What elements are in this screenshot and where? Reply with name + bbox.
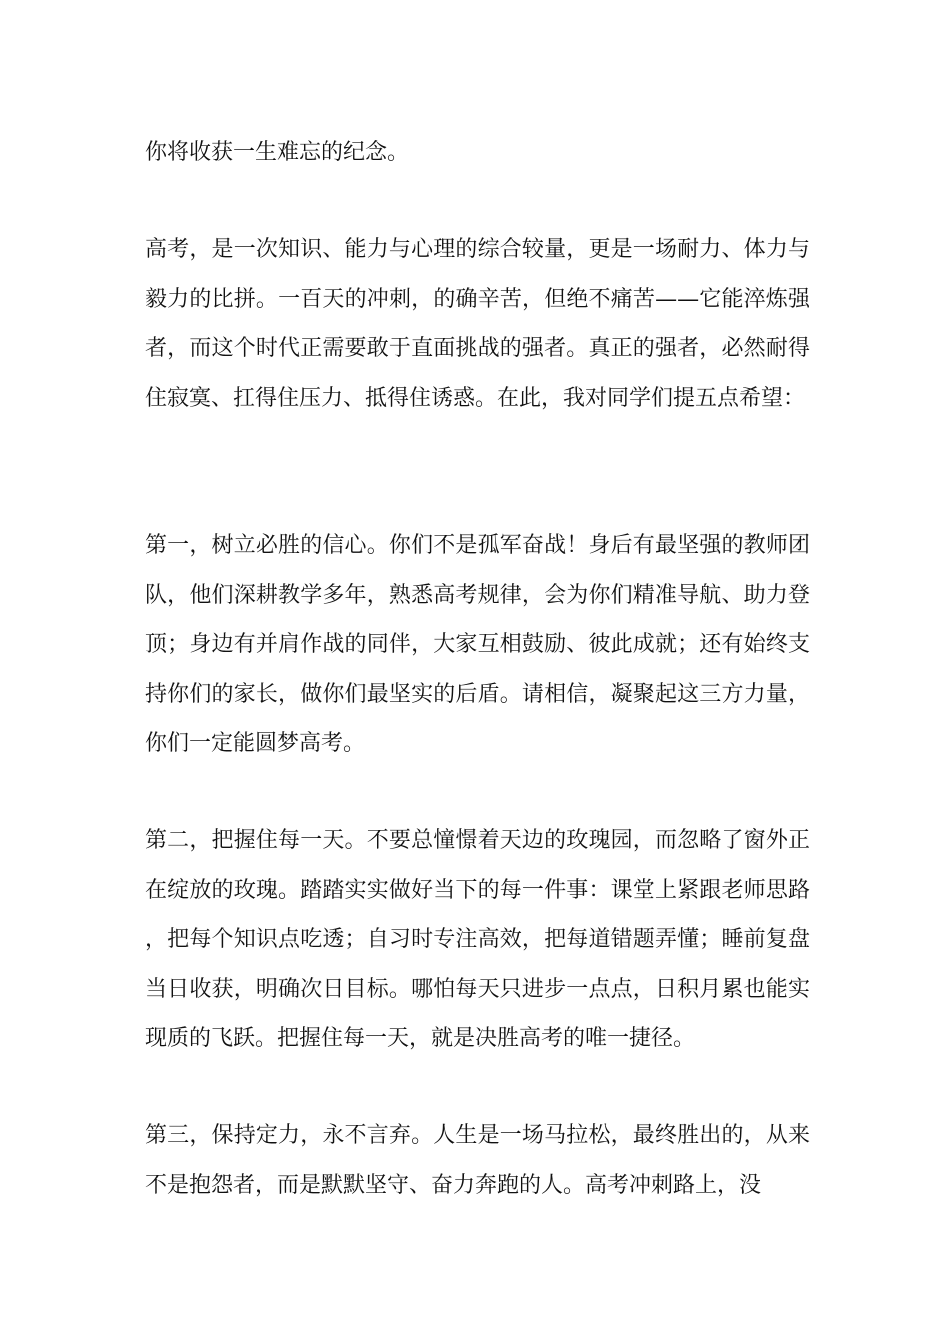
paragraph-point-two: 第二，把握住每一天。不要总憧憬着天边的玫瑰园，而忽略了窗外正在绽放的玫瑰。踏踏实实做好当下的每一件事：课堂上紧跟老师思路，把每个知识点吃透；自习时专注高效，把每道错题弄懂；睡前复盘当日收获，明确次日目标。哪怕每天只进步一点点，日积月累也能实现质的飞跃。把握住每一天，就是决胜高考的唯一捷径。	[145, 828, 810, 1051]
paragraph-point-one: 第一，树立必胜的信心。你们不是孤军奋战！身后有最坚强的教师团队，他们深耕教学多年，熟悉高考规律，会为你们精准导航、助力登顶；身边有并肩作战的同伴，大家互相鼓励、彼此成就；还有始终支持你们的家长，做你们最坚实的后盾。请相信，凝聚起这三方力量，你们一定能圆梦高考。	[145, 533, 810, 756]
paragraph-intro: 高考，是一次知识、能力与心理的综合较量，更是一场耐力、体力与毅力的比拼。一百天的冲刺，的确辛苦，但绝不痛苦——它能淬炼强者，而这个时代正需要敢于直面挑战的强者。真正的强者，必然耐得住寂寞、扛得住压力、抵得住诱惑。在此，我对同学们提五点希望：	[145, 237, 810, 411]
paragraph-point-three: 第三，保持定力，永不言弃。人生是一场马拉松，最终胜出的，从来不是抱怨者，而是默默坚守、奋力奔跑的人。高考冲刺路上，没	[145, 1123, 810, 1198]
paragraph-closing-line: 你将收获一生难忘的纪念。	[145, 140, 410, 165]
